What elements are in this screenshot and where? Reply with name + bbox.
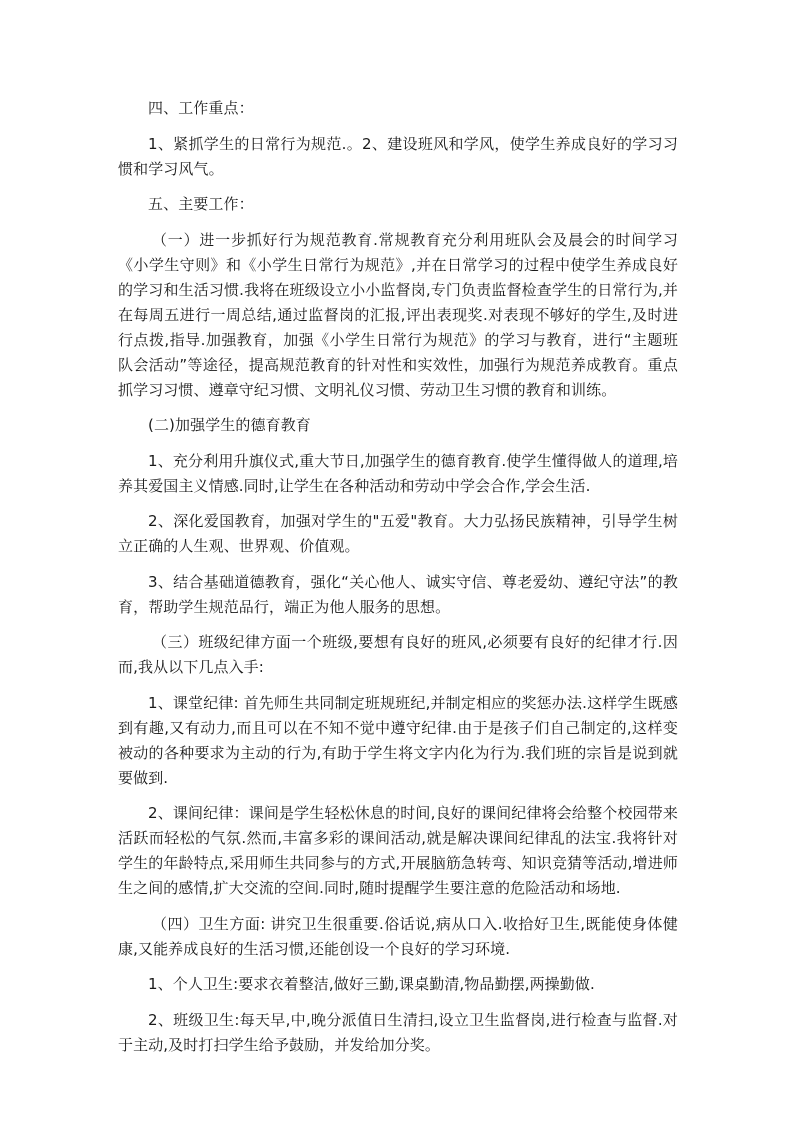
- subheading-moral-education: (二)加强学生的德育教育: [148, 416, 311, 434]
- section-heading-work-focus: 四、工作重点：: [148, 99, 254, 117]
- paragraph-personal-hygiene: 1、个人卫生:要求衣着整洁,做好三勤,课桌勤清,物品勤摆,两操勤做.: [148, 975, 595, 993]
- paragraph-moral-item-1: 1、充分利用升旗仪式,重大节日,加强学生的德育教育.使学生懂得做人的道理,培养其爱国主义情感.同时,让学生在各种活动和劳动中学会合作,学会生活.: [118, 451, 678, 495]
- paragraph-class-hygiene: 2、班级卫生:每天早,中,晚分派值日生清扫,设立卫生监督岗,进行检查与监督.对于主动,及时打扫学生给予鼓励，并发给加分奖。: [118, 1010, 678, 1054]
- paragraph-hygiene: （四）卫生方面: 讲究卫生很重要.俗话说,病从口入.收拾好卫生,既能使身体健康,又能养成良好的生活习惯,还能创设一个良好的学习环境.: [118, 914, 678, 958]
- paragraph-classroom-discipline: 1、课堂纪律: 首先师生共同制定班规班纪,并制定相应的奖惩办法.这样学生既感到有趣,又有动力,而且可以在不知不觉中遵守纪律.由于是孩子们自己制定的,这样变被动的各种要求为主动的行为,有助于学生将文字内化为行为.我们班的宗旨是说到就要做到.: [118, 693, 678, 787]
- paragraph-recess-discipline: 2、课间纪律：课间是学生轻松休息的时间,良好的课间纪律将会给整个校园带来活跃而轻松的气氛.然而,丰富多彩的课间活动,就是解决课间纪律乱的法宝.我将针对学生的年龄特点,采用师生共同参与的方式,开展脑筋急转弯、知识竞猜等活动,增进师生之间的感情,扩大交流的空间.同时,随时提醒学生要注意的危险活动和场地.: [118, 804, 678, 897]
- document-body: [118, 96, 678, 1068]
- paragraph-work-focus-items: 1、紧抓学生的日常行为规范.。2、建设班风和学风，使学生养成良好的学习习惯和学习风气。: [118, 134, 678, 178]
- paragraph-moral-item-2: 2、深化爱国教育，加强对学生的"五爱"教育。大力弘扬民族精神，引导学生树立正确的人生观、世界观、价值观。: [118, 512, 678, 555]
- paragraph-behavior-norms: （一）进一步抓好行为规范教育.常规教育充分利用班队会及晨会的时间学习《小学生守则》和《小学生日常行为规范》,并在日常学习的过程中使学生养成良好的学习和生活习惯.我将在班级设立小小监督岗,专门负责监督检查学生的日常行为,并在每周五进行一周总结,通过监督岗的汇报,评出表现奖.对表现不够好的学生,及时进行点拨,指导.加强教育，加强《小学生日常行为规范》的学习与教育，进行“主题班队会活动”等途径，提高规范教育的针对性和实效性，加强行为规范养成教育。重点抓学习习惯、遵章守纪习惯、文明礼仪习惯、劳动卫生习惯的教育和训练。: [118, 230, 678, 399]
- paragraph-moral-item-3: 3、结合基础道德教育，强化“关心他人、诚实守信、尊老爱幼、遵纪守法”的教育，帮助学生规范品行，端正为他人服务的思想。: [118, 572, 678, 616]
- paragraph-class-discipline: （三）班级纪律方面一个班级,要想有良好的班风,必须要有良好的纪律才行.因而,我从以下几点入手:: [118, 633, 678, 676]
- section-heading-main-work: 五、主要工作：: [148, 195, 254, 213]
